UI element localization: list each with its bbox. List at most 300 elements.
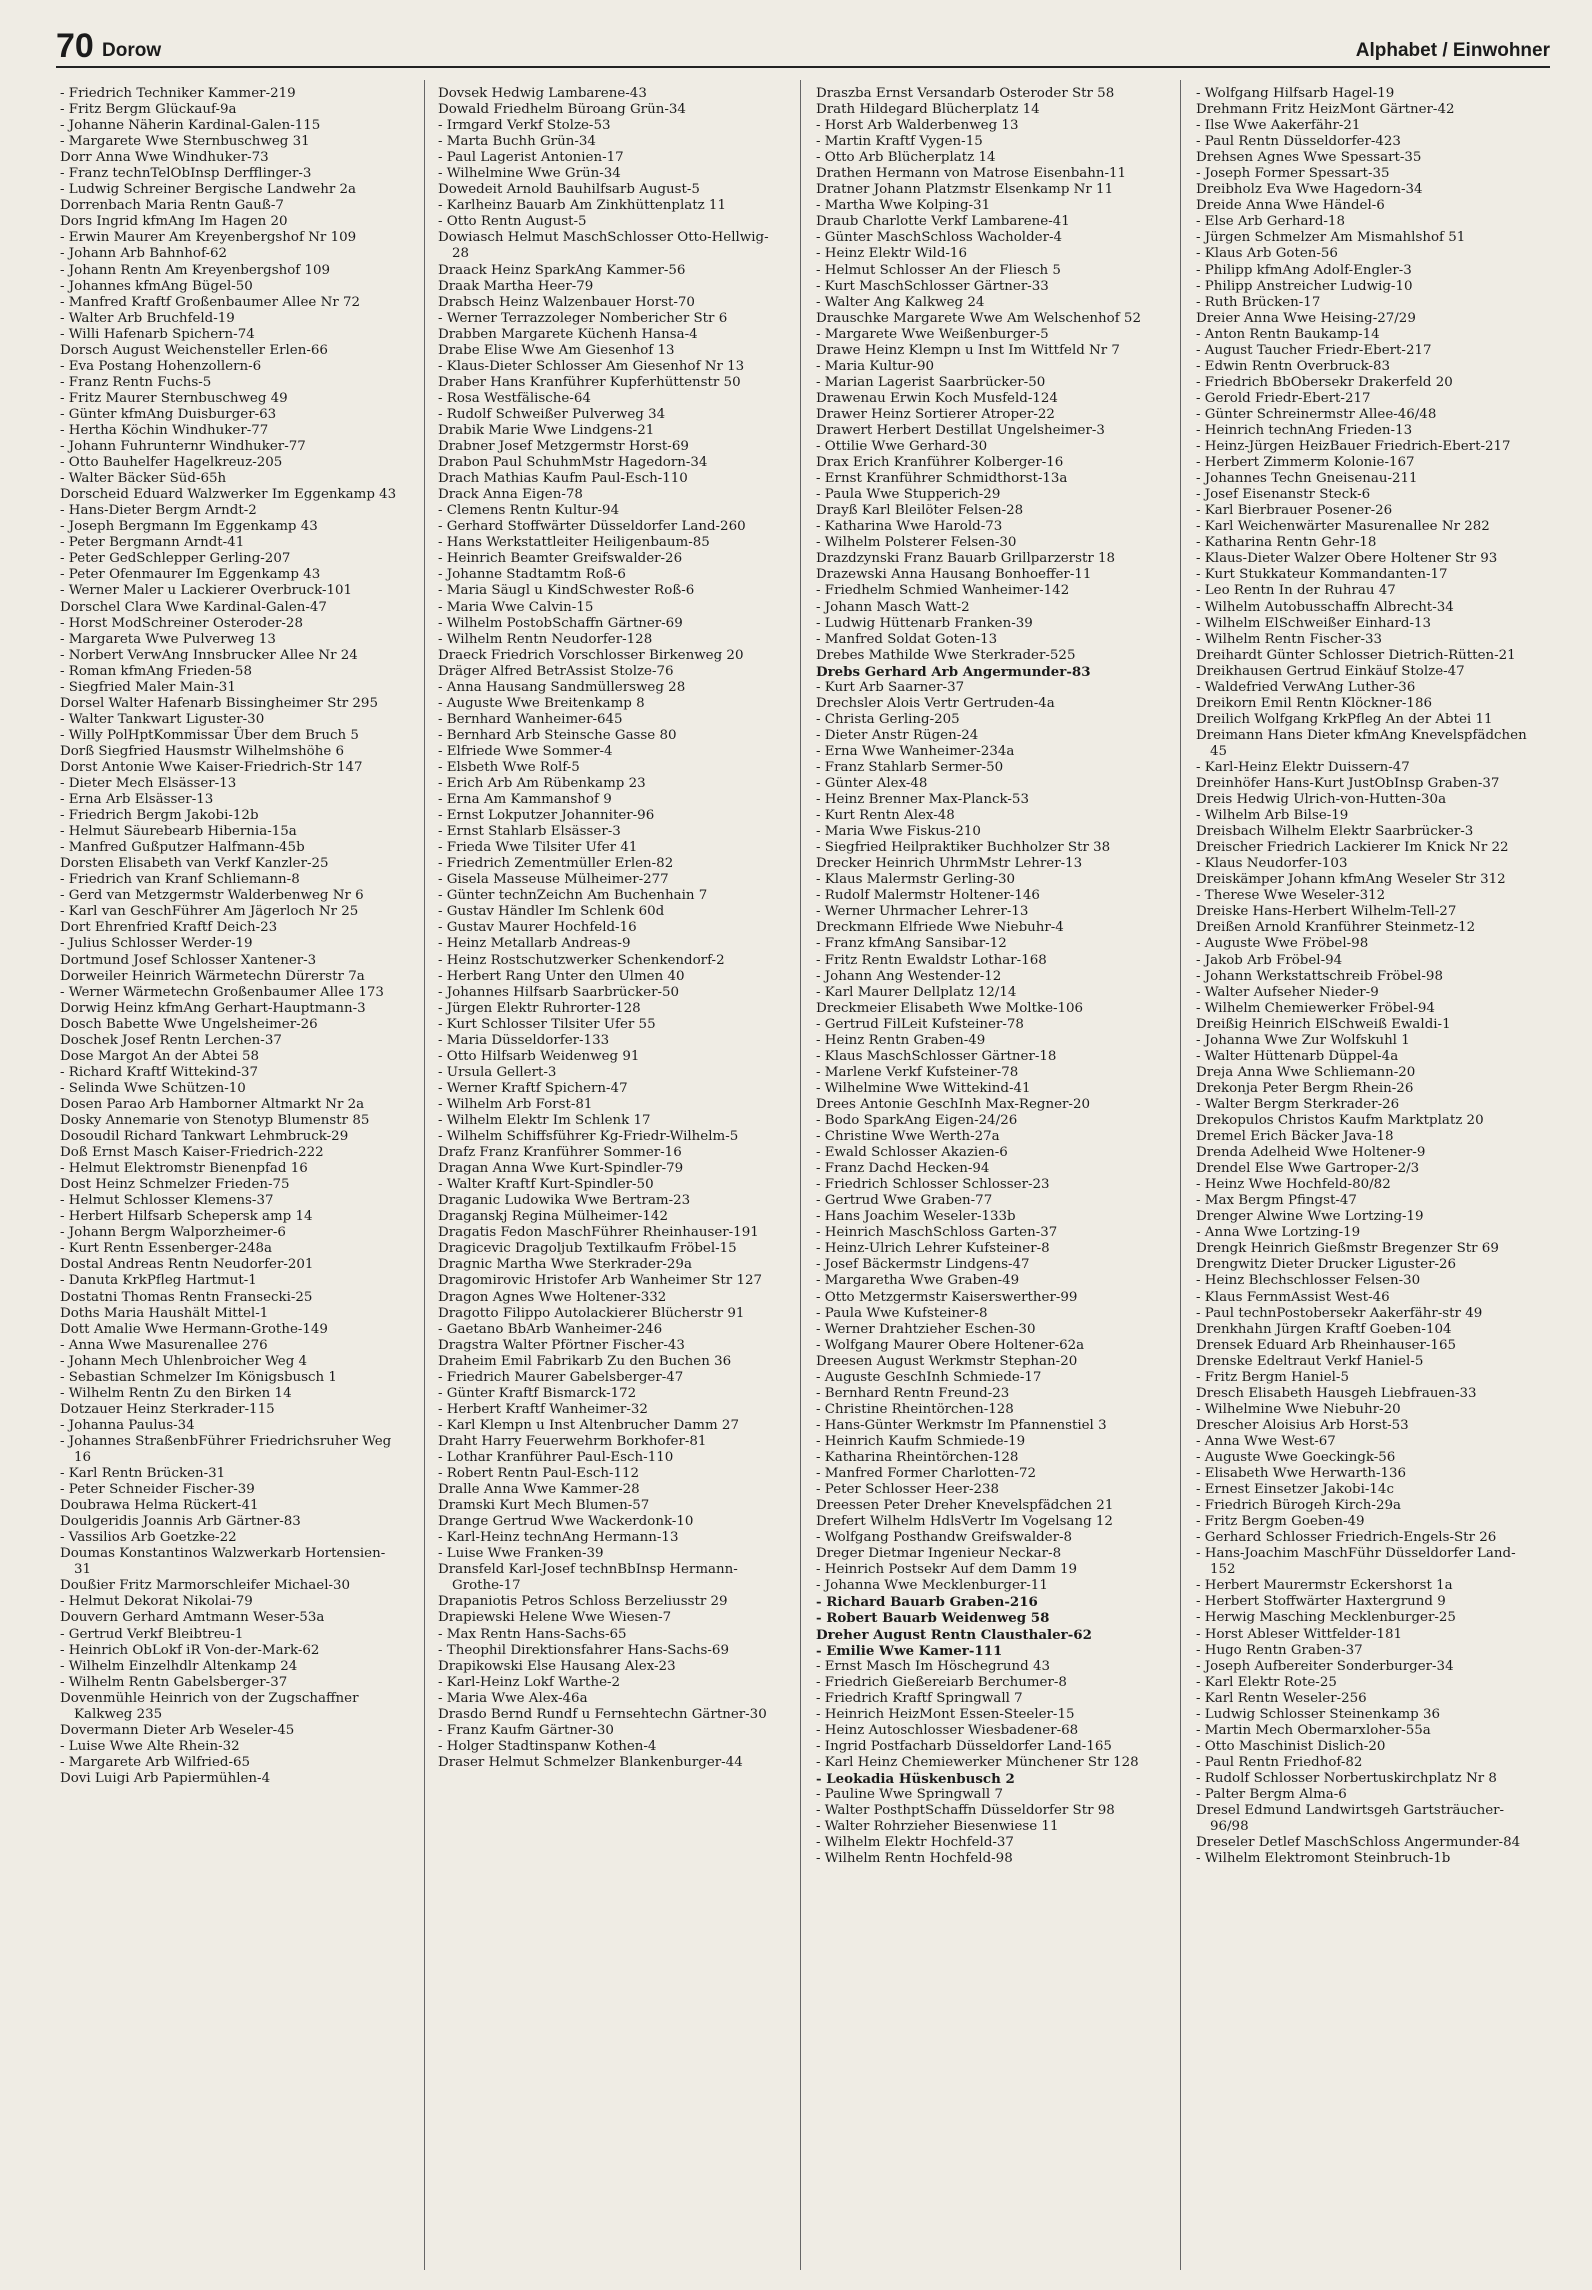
- directory-entry: Doußier Fritz Marmorschleifer Michael-30: [60, 1578, 351, 1594]
- directory-entry: Draak Martha Heer-79: [438, 278, 594, 294]
- directory-entry: - Anna Hausang Sandmüllersweg 28: [438, 679, 686, 695]
- directory-entry: - Robert Bauarb Weidenweg 58: [816, 1610, 1050, 1627]
- directory-entry: - Heinrich Postsekr Auf dem Damm 19: [816, 1562, 1078, 1578]
- directory-entry: - Gerhard Schlosser Friedrich-Engels-Str 26: [1196, 1530, 1497, 1546]
- directory-entry: - Kurt Schlosser Tilsiter Ufer 55: [438, 1016, 656, 1032]
- directory-entry: - Anna Wwe West-67: [1196, 1433, 1336, 1449]
- directory-entry: - Walter Rohrzieher Biesenwiese 11: [816, 1819, 1059, 1835]
- directory-entry: - Werner Wärmetechn Großenbaumer Allee 173: [60, 984, 384, 1000]
- directory-entry: - Peter GedSchlepper Gerling-207: [60, 551, 291, 567]
- directory-entry: Dreinhöfer Hans-Kurt JustObInsp Graben-37: [1196, 776, 1500, 792]
- directory-entry: Draganic Ludowika Wwe Bertram-23: [438, 1193, 691, 1209]
- directory-entry: Dotzauer Heinz Sterkrader-115: [60, 1401, 275, 1417]
- directory-entry: - Heinz Rentn Graben-49: [816, 1032, 986, 1048]
- directory-entry: - Werner Uhrmacher Lehrer-13: [816, 904, 1029, 920]
- directory-entry: - Heinz Metallarb Andreas-9: [438, 936, 631, 952]
- directory-entry: - Franz Stahlarb Sermer-50: [816, 759, 1004, 775]
- directory-entry: - Hans-Günter Werkmstr Im Pfannenstiel 3: [816, 1417, 1107, 1433]
- directory-entry: - Gerhard Stoffwärter Düsseldorfer Land-260: [438, 519, 746, 535]
- directory-entry: Drenger Alwine Wwe Lortzing-19: [1196, 1209, 1424, 1225]
- directory-entry: - Wilhelm Polsterer Felsen-30: [816, 535, 1017, 551]
- directory-entry: - Herbert Kraftf Wanheimer-32: [438, 1401, 648, 1417]
- directory-entry: Dragstra Walter Pförtner Fischer-43: [438, 1337, 685, 1353]
- directory-entry: Drensek Eduard Arb Rheinhauser-165: [1196, 1337, 1456, 1353]
- directory-entry: - Gerold Friedr-Ebert-217: [1196, 390, 1371, 406]
- directory-entry: - Ludwig Hüttenarb Franken-39: [816, 615, 1033, 631]
- directory-entry: Drasdo Bernd Rundf u Fernsehtechn Gärtner-30: [438, 1706, 767, 1722]
- directory-entry: - Johanna Wwe Zur Wolfskuhl 1: [1196, 1032, 1410, 1048]
- directory-entry: - Gisela Masseuse Mülheimer-277: [438, 872, 669, 888]
- directory-entry: - Karl Rentn Weseler-256: [1196, 1690, 1367, 1706]
- directory-entry: Dorr Anna Wwe Windhuker-73: [60, 150, 269, 166]
- directory-entry: - Maria Kultur-90: [816, 358, 934, 374]
- directory-entry: - Franz Kaufm Gärtner-30: [438, 1722, 614, 1738]
- directory-entry: Drauschke Margarete Wwe Am Welschenhof 52: [816, 310, 1141, 326]
- directory-entry: Drehmann Fritz HeizMont Gärtner-42: [1196, 102, 1455, 118]
- directory-entry: - Klaus Malermstr Gerling-30: [816, 872, 1016, 888]
- directory-entry: - Ruth Brücken-17: [1196, 294, 1321, 310]
- directory-entry: - Maria Wwe Alex-46a: [438, 1690, 588, 1706]
- directory-entry: - Josef Bäckermstr Lindgens-47: [816, 1257, 1030, 1273]
- directory-entry: - Karl Heinz Chemiewerker Münchener Str 128: [816, 1754, 1139, 1770]
- directory-entry: - Ilse Wwe Aakerfähr-21: [1196, 118, 1361, 134]
- directory-entry: - Anna Wwe Lortzing-19: [1196, 1225, 1361, 1241]
- directory-entry: - Klaus-Dieter Walzer Obere Holtener Str 93: [1196, 551, 1498, 567]
- directory-entry: Dose Margot An der Abtei 58: [60, 1048, 260, 1064]
- directory-entry: Draszba Ernst Versandarb Osteroder Str 58: [816, 86, 1115, 101]
- column-divider: [800, 80, 801, 2270]
- directory-entry: - Herbert Stoffwärter Haxtergrund 9: [1196, 1594, 1446, 1610]
- directory-entry: - Johannes Hilfsarb Saarbrücker-50: [438, 984, 680, 1000]
- directory-entry: - Walter Bergm Sterkrader-26: [1196, 1096, 1400, 1112]
- directory-entry: Dorsch August Weichensteller Erlen-66: [60, 342, 328, 358]
- directory-entry: - Wilhelm Elektr Im Schlenk 17: [438, 1113, 651, 1128]
- directory-entry: Drenkhahn Jürgen Kraftf Goeben-104: [1196, 1321, 1452, 1337]
- directory-entry: - Kurt Rentn Alex-48: [816, 808, 955, 824]
- directory-entry: Drafz Franz Kranführer Sommer-16: [438, 1145, 682, 1161]
- directory-entry: - Friedrich Maurer Gabelsberger-47: [438, 1369, 684, 1385]
- directory-entry: - Ewald Schlosser Akazien-6: [816, 1145, 1008, 1161]
- directory-entry: - Helmut Schlosser Klemens-37: [60, 1193, 274, 1209]
- directory-entry: - Maria Düsseldorfer-133: [438, 1032, 610, 1048]
- directory-entry: Drabben Margarete Küchenh Hansa-4: [438, 326, 698, 342]
- directory-entry: - Leokadia Hüskenbusch 2: [816, 1770, 1015, 1787]
- directory-entry: - Wilhelm Elektromont Steinbruch-1b: [1196, 1851, 1451, 1867]
- directory-entry: - Margarete Wwe Sternbuschweg 31: [60, 134, 310, 150]
- directory-entry: - Martin Kraftf Vygen-15: [816, 134, 983, 150]
- directory-entry: - Friedrich Schlosser Schlosser-23: [816, 1177, 1050, 1193]
- directory-entry: Dreide Anna Wwe Händel-6: [1196, 198, 1385, 214]
- directory-entry: - Heinrich Beamter Greifswalder-26: [438, 551, 683, 567]
- directory-entry: - Johann Bergm Walporzheimer-6: [60, 1225, 286, 1241]
- directory-entry: - Walter Tankwart Liguster-30: [60, 711, 265, 727]
- directory-entry: Draser Helmut Schmelzer Blankenburger-44: [438, 1754, 743, 1770]
- directory-entry: - Horst Arb Walderbenweg 13: [816, 118, 1019, 134]
- directory-entry: - Hans Werkstattleiter Heiligenbaum-85: [438, 535, 710, 551]
- directory-entry: - Otto Bauhelfer Hagelkreuz-205: [60, 455, 283, 471]
- directory-entry: - Fritz Bergm Goeben-49: [1196, 1514, 1365, 1530]
- directory-entry: - Werner Kraftf Spichern-47: [438, 1080, 628, 1096]
- directory-entry: - Vassilios Arb Goetzke-22: [60, 1530, 237, 1546]
- directory-entry: - Werner Drahtzieher Eschen-30: [816, 1321, 1036, 1337]
- directory-entry: - Kurt MaschSchlosser Gärtner-33: [816, 278, 1049, 294]
- directory-entry: Dosen Parao Arb Hamborner Altmarkt Nr 2a: [60, 1096, 365, 1112]
- directory-entry: - Maria Wwe Calvin-15: [438, 599, 594, 615]
- directory-entry: - Julius Schlosser Werder-19: [60, 936, 253, 952]
- directory-entry: - Wilhelm Rentn Gabelsberger-37: [60, 1674, 288, 1690]
- directory-entry: - Ursula Gellert-3: [438, 1064, 557, 1080]
- directory-entry: Drazewski Anna Hausang Bonhoeffer-11: [816, 567, 1092, 583]
- directory-entry: Doumas Konstantinos Walzwerkarb Hortensien-31: [60, 1546, 386, 1578]
- directory-entry: - Günter MaschSchloss Wacholder-4: [816, 230, 1063, 246]
- directory-entry: - Palter Bergm Alma-6: [1196, 1786, 1347, 1802]
- page-number: 70: [56, 27, 94, 65]
- directory-entry: - Paul Rentn Düsseldorfer-423: [1196, 134, 1401, 150]
- directory-entry: Drange Gertrud Wwe Wackerdonk-10: [438, 1514, 694, 1530]
- directory-entry: - Werner Maler u Lackierer Overbruck-101: [60, 583, 353, 599]
- directory-entry: - Hans-Joachim MaschFühr Düsseldorfer Land-152: [1196, 1546, 1516, 1578]
- directory-entry: - Ottilie Wwe Gerhard-30: [816, 439, 988, 455]
- directory-entry: Drekopulos Christos Kaufm Marktplatz 20: [1196, 1113, 1484, 1128]
- column-2: [438, 86, 778, 2266]
- directory-entry: - Lothar Kranführer Paul-Esch-110: [438, 1449, 674, 1465]
- directory-entry: - Jürgen Schmelzer Am Mismahlshof 51: [1196, 230, 1466, 246]
- directory-entry: Dovermann Dieter Arb Weseler-45: [60, 1722, 295, 1738]
- directory-entry: - Dieter Anstr Rügen-24: [816, 727, 979, 743]
- directory-entry: Dremel Erich Bäcker Java-18: [1196, 1129, 1394, 1145]
- directory-entry: Dreimann Hans Dieter kfmAng Knevelspfädchen 45: [1196, 727, 1527, 759]
- directory-entry: - Fritz Bergm Haniel-5: [1196, 1369, 1349, 1385]
- directory-entry: - Hugo Rentn Graben-37: [1196, 1642, 1363, 1658]
- directory-entry: - Gertrud FilLeit Kufsteiner-78: [816, 1016, 1024, 1032]
- directory-entry: Draht Harry Feuerwehrm Borkhofer-81: [438, 1433, 707, 1449]
- directory-entry: - Gustav Maurer Hochfeld-16: [438, 920, 637, 936]
- directory-entry: - Marlene Verkf Kufsteiner-78: [816, 1064, 1019, 1080]
- directory-entry: - Theophil Direktionsfahrer Hans-Sachs-69: [438, 1642, 729, 1658]
- directory-entry: Drefert Wilhelm HdlsVertr Im Vogelsang 12: [816, 1514, 1113, 1530]
- directory-entry: - Wolfgang Hilfsarb Hagel-19: [1196, 86, 1395, 101]
- directory-entry: Dostal Andreas Rentn Neudorfer-201: [60, 1257, 314, 1273]
- directory-entry: - Luise Wwe Alte Rhein-32: [60, 1738, 240, 1754]
- directory-entry: - Gustav Händler Im Schlenk 60d: [438, 904, 665, 920]
- directory-entry: - Helmut Säurebearb Hibernia-15a: [60, 824, 297, 840]
- directory-entry: - Selinda Wwe Schützen-10: [60, 1080, 246, 1096]
- directory-entry: - Otto Metzgermstr Kaiserswerther-99: [816, 1289, 1078, 1305]
- directory-entry: - Bernhard Wanheimer-645: [438, 711, 623, 727]
- directory-entry: - Auguste Wwe Fröbel-98: [1196, 936, 1369, 952]
- directory-entry: Draack Heinz SparkAng Kammer-56: [438, 262, 686, 278]
- directory-entry: Dreckmann Elfriede Wwe Niebuhr-4: [816, 920, 1064, 936]
- directory-entry: Drath Hildegard Blücherplatz 14: [816, 102, 1040, 118]
- directory-entry: - Joseph Bergmann Im Eggenkamp 43: [60, 519, 318, 535]
- directory-entry: - Wilhelmine Wwe Niebuhr-20: [1196, 1401, 1401, 1417]
- directory-entry: - Werner Terrazzoleger Nombericher Str 6: [438, 310, 728, 326]
- directory-entry: Dreihardt Günter Schlosser Dietrich-Rütten-21: [1196, 647, 1516, 663]
- directory-entry: - Heinrich HeizMont Essen-Steeler-15: [816, 1706, 1075, 1722]
- directory-entry: Dreessen Peter Dreher Knevelspfädchen 21: [816, 1498, 1114, 1514]
- directory-entry: Dreis Hedwig Ulrich-von-Hutten-30a: [1196, 792, 1447, 808]
- directory-entry: - Heinz Wwe Hochfeld-80/82: [1196, 1177, 1391, 1193]
- directory-entry: - Gerd van Metzgermstr Walderbenweg Nr 6: [60, 888, 364, 904]
- directory-entry: - Walter PosthptSchaffn Düsseldorfer Str 98: [816, 1803, 1115, 1819]
- directory-entry: - Heinrich Kaufm Schmiede-19: [816, 1433, 1026, 1449]
- directory-entry: - Margarete Arb Wilfried-65: [60, 1754, 251, 1770]
- directory-entry: - Johann Werkstattschreib Fröbel-98: [1196, 968, 1443, 984]
- directory-entry: - Heinz-Jürgen HeizBauer Friedrich-Ebert-217: [1196, 439, 1511, 455]
- directory-entry: - Philipp kfmAng Adolf-Engler-3: [1196, 262, 1412, 278]
- directory-entry: - Wilhelm Schiffsführer Kg-Friedr-Wilhelm-5: [438, 1129, 739, 1145]
- directory-entry: Drenda Adelheid Wwe Holtener-9: [1196, 1145, 1426, 1161]
- directory-entry: - Maria Wwe Fiskus-210: [816, 824, 981, 840]
- directory-entry: Dost Heinz Schmelzer Frieden-75: [60, 1177, 290, 1193]
- directory-entry: - Walter Bäcker Süd-65h: [60, 471, 227, 487]
- directory-entry: - Franz Rentn Fuchs-5: [60, 374, 212, 390]
- directory-entry: Dreißig Heinrich ElSchweiß Ewaldi-1: [1196, 1016, 1451, 1032]
- directory-entry: Dott Amalie Wwe Hermann-Grothe-149: [60, 1321, 328, 1337]
- directory-entry: - Walter Aufseher Nieder-9: [1196, 984, 1379, 1000]
- directory-entry: - Horst ModSchreiner Osteroder-28: [60, 615, 303, 631]
- directory-entry: - Walter Hüttenarb Düppel-4a: [1196, 1048, 1399, 1064]
- directory-entry: Dosch Babette Wwe Ungelsheimer-26: [60, 1016, 318, 1032]
- directory-entry: Dort Ehrenfried Kraftf Deich-23: [60, 920, 278, 936]
- directory-entry: - Holger Stadtinspanw Kothen-4: [438, 1738, 657, 1754]
- directory-entry: - Erna Arb Elsässer-13: [60, 792, 214, 808]
- directory-entry: - Robert Rentn Paul-Esch-112: [438, 1466, 640, 1482]
- directory-entry: - Margareta Wwe Pulverweg 13: [60, 631, 276, 647]
- directory-entry: Dreja Anna Wwe Schliemann-20: [1196, 1064, 1416, 1080]
- directory-entry: - Pauline Wwe Springwall 7: [816, 1786, 1003, 1802]
- directory-entry: Dors Ingrid kfmAng Im Hagen 20: [60, 214, 288, 230]
- directory-entry: - Heinrich MaschSchloss Garten-37: [816, 1225, 1058, 1241]
- directory-entry: - Bernhard Arb Steinsche Gasse 80: [438, 727, 677, 743]
- directory-entry: - Klaus Neudorfer-103: [1196, 856, 1348, 872]
- directory-entry: - Helmut Schlosser An der Fliesch 5: [816, 262, 1061, 278]
- directory-entry: Dratner Johann Platzmstr Elsenkamp Nr 11: [816, 182, 1114, 198]
- directory-entry: - Richard Bauarb Graben-216: [816, 1594, 1038, 1611]
- directory-entry: Dorsten Elisabeth van Verkf Kanzler-25: [60, 856, 329, 872]
- directory-entry: Drechsler Alois Vertr Gertruden-4a: [816, 695, 1055, 711]
- directory-entry: Dragnic Martha Wwe Sterkrader-29a: [438, 1257, 692, 1273]
- directory-entry: - Karl Elektr Rote-25: [1196, 1674, 1337, 1690]
- directory-entry: Drecker Heinrich UhrmMstr Lehrer-13: [816, 856, 1083, 872]
- directory-entry: Dresel Edmund Landwirtsgeh Gartsträucher-96/98: [1196, 1803, 1505, 1835]
- directory-entry: Drach Mathias Kaufm Paul-Esch-110: [438, 471, 688, 487]
- directory-entry: - Friedrich Bürogeh Kirch-29a: [1196, 1498, 1401, 1514]
- directory-entry: - Roman kfmAng Frieden-58: [60, 663, 252, 679]
- directory-entry: - Helmut Elektromstr Bienenpfad 16: [60, 1161, 308, 1177]
- directory-entry: Draub Charlotte Verkf Lambarene-41: [816, 214, 1070, 230]
- directory-entry: - Katharina Rentn Gehr-18: [1196, 535, 1377, 551]
- directory-entry: Drathen Hermann von Matrose Eisenbahn-11: [816, 166, 1127, 182]
- directory-entry: - Danuta KrkPfleg Hartmut-1: [60, 1273, 257, 1289]
- directory-entry: - Kurt Stukkateur Kommandanten-17: [1196, 567, 1448, 583]
- directory-entry: - Karl-Heinz technAng Hermann-13: [438, 1530, 679, 1546]
- directory-entry: Drapikowski Else Hausang Alex-23: [438, 1658, 676, 1674]
- directory-entry: - Anna Wwe Masurenallee 276: [60, 1337, 268, 1353]
- directory-entry: Doschek Josef Rentn Lerchen-37: [60, 1032, 282, 1048]
- directory-entry: - Wolfgang Maurer Obere Holtener-62a: [816, 1337, 1085, 1353]
- directory-entry: - Herwig Masching Mecklenburger-25: [1196, 1610, 1456, 1626]
- directory-entry: - Ingrid Postfacharb Düsseldorfer Land-165: [816, 1738, 1112, 1754]
- directory-entry: - Heinz Elektr Wild-16: [816, 246, 967, 262]
- directory-entry: Drees Antonie GeschInh Max-Regner-20: [816, 1096, 1090, 1112]
- directory-entry: - Günter technZeichn Am Buchenhain 7: [438, 888, 708, 904]
- directory-entry: - Max Bergm Pfingst-47: [1196, 1193, 1357, 1209]
- directory-entry: Drengwitz Dieter Drucker Liguster-26: [1196, 1257, 1457, 1273]
- directory-entry: - Johannes kfmAng Bügel-50: [60, 278, 253, 294]
- directory-entry: - Marian Lagerist Saarbrücker-50: [816, 374, 1046, 390]
- directory-entry: Drawer Heinz Sortierer Atroper-22: [816, 406, 1055, 422]
- directory-entry: - Ludwig Schlosser Steinenkamp 36: [1196, 1706, 1441, 1722]
- directory-entry: Dorß Siegfried Hausmstr Wilhelmshöhe 6: [60, 743, 345, 759]
- directory-entry: - Wilhelm Autobusschaffn Albrecht-34: [1196, 599, 1454, 615]
- directory-entry: - Elisabeth Wwe Herwarth-136: [1196, 1466, 1407, 1482]
- directory-entry: Dragon Agnes Wwe Holtener-332: [438, 1289, 667, 1305]
- directory-entry: Dreesen August Werkmstr Stephan-20: [816, 1353, 1078, 1369]
- directory-entry: Dowald Friedhelm Büroang Grün-34: [438, 102, 686, 118]
- directory-entry: Dragotto Filippo Autolackierer Blücherstr 91: [438, 1305, 745, 1321]
- directory-entry: - Christa Gerling-205: [816, 711, 960, 727]
- directory-entry: - Jürgen Elektr Ruhrorter-128: [438, 1000, 641, 1016]
- directory-entry: Drabe Elise Wwe Am Giesenhof 13: [438, 342, 675, 358]
- directory-entry: Dovenmühle Heinrich von der Zugschaffner Kalkweg 235: [60, 1690, 359, 1722]
- directory-entry: - Manfred Kraftf Großenbaumer Allee Nr 72: [60, 294, 361, 310]
- directory-entry: - Hans Joachim Weseler-133b: [816, 1209, 1016, 1225]
- directory-entry: Dramski Kurt Mech Blumen-57: [438, 1498, 650, 1514]
- directory-entry: - Horst Ableser Wittfelder-181: [1196, 1626, 1403, 1642]
- directory-entry: Drenske Edeltraut Verkf Haniel-5: [1196, 1353, 1424, 1369]
- directory-entry: - Edwin Rentn Overbruck-83: [1196, 358, 1391, 374]
- directory-entry: - Ernst Stahlarb Elsässer-3: [438, 824, 621, 840]
- directory-entry: Dresch Elisabeth Hausgeh Liebfrauen-33: [1196, 1385, 1477, 1401]
- directory-entry: - Elfriede Wwe Sommer-4: [438, 743, 613, 759]
- directory-entry: - Else Arb Gerhard-18: [1196, 214, 1345, 230]
- directory-entry: - Wilhelm Elektr Hochfeld-37: [816, 1835, 1014, 1851]
- directory-entry: Dreibholz Eva Wwe Hagedorn-34: [1196, 182, 1423, 198]
- directory-entry: - Siegfried Heilpraktiker Buchholzer Str 38: [816, 840, 1111, 856]
- directory-entry: - Jakob Arb Fröbel-94: [1196, 952, 1343, 968]
- directory-entry: Dragan Anna Wwe Kurt-Spindler-79: [438, 1161, 684, 1177]
- directory-entry: Draheim Emil Fabrikarb Zu den Buchen 36: [438, 1353, 732, 1369]
- directory-entry: Dragicevic Dragoljub Textilkaufm Fröbel-15: [438, 1241, 737, 1257]
- directory-entry: - Johanna Wwe Mecklenburger-11: [816, 1578, 1048, 1594]
- directory-entry: - Günter Schreinermstr Allee-46/48: [1196, 406, 1437, 422]
- directory-entry: - Willi Hafenarb Spichern-74: [60, 326, 255, 342]
- directory-entry: Drawert Herbert Destillat Ungelsheimer-3: [816, 422, 1105, 438]
- directory-entry: - Rosa Westfälische-64: [438, 390, 591, 406]
- directory-entry: - Gaetano BbArb Wanheimer-246: [438, 1321, 663, 1337]
- directory-entry: - Johann Fuhrunternr Windhuker-77: [60, 439, 306, 455]
- directory-entry: - Philipp Anstreicher Ludwig-10: [1196, 278, 1413, 294]
- directory-entry: Dorscheid Eduard Walzwerker Im Eggenkamp 43: [60, 487, 397, 503]
- directory-entry: - Bodo SparkAng Eigen-24/26: [816, 1113, 1018, 1128]
- directory-entry: - Wilhelm Arb Bilse-19: [1196, 808, 1349, 824]
- directory-entry: Dostatni Thomas Rentn Fransecki-25: [60, 1289, 313, 1305]
- directory-entry: - Auguste Wwe Breitenkamp 8: [438, 695, 645, 711]
- directory-entry: Drabon Paul SchuhmMstr Hagedorn-34: [438, 455, 708, 471]
- section-title: Alphabet / Einwohner: [1355, 40, 1550, 61]
- directory-entry: - Kurt Arb Saarner-37: [816, 679, 965, 695]
- directory-entry: - Wilhelm Rentn Fischer-33: [1196, 631, 1383, 647]
- directory-entry: - Günter Alex-48: [816, 776, 928, 792]
- directory-entry: Drapaniotis Petros Schloss Berzeliusstr 29: [438, 1594, 728, 1610]
- directory-entry: - Eva Postang Hohenzollern-6: [60, 358, 262, 374]
- directory-entry: Dreiske Hans-Herbert Wilhelm-Tell-27: [1196, 904, 1457, 920]
- directory-entry: - Peter Bergmann Arndt-41: [60, 535, 245, 551]
- directory-entry: Dreiskämper Johann kfmAng Weseler Str 312: [1196, 872, 1506, 888]
- directory-entry: - Ludwig Schreiner Bergische Landwehr 2a: [60, 182, 356, 198]
- directory-entry: Dortmund Josef Schlosser Xantener-3: [60, 952, 317, 968]
- directory-entry: - Joseph Former Spessart-35: [1196, 166, 1390, 182]
- directory-entry: Drabik Marie Wwe Lindgens-21: [438, 422, 655, 438]
- directory-entry: - Heinz Rostschutzwerker Schenkendorf-2: [438, 952, 725, 968]
- directory-entry: - Karl Maurer Dellplatz 12/14: [816, 984, 1017, 1000]
- directory-entry: - Karl van GeschFührer Am Jägerloch Nr 25: [60, 904, 359, 920]
- directory-entry: - Klaus-Dieter Schlosser Am Giesenhof Nr 13: [438, 358, 745, 374]
- directory-entry: - August Taucher Friedr-Ebert-217: [1196, 342, 1432, 358]
- directory-entry: - Heinz Brenner Max-Planck-53: [816, 792, 1029, 808]
- directory-entry: - Paul Rentn Friedhof-82: [1196, 1754, 1363, 1770]
- directory-entry: - Frieda Wwe Tilsiter Ufer 41: [438, 840, 638, 856]
- directory-entry: Drendel Else Wwe Gartroper-2/3: [1196, 1161, 1420, 1177]
- directory-entry: Drengk Heinrich Gießmstr Bregenzer Str 69: [1196, 1241, 1499, 1257]
- directory-entry: - Johannes StraßenbFührer Friedrichsruher Weg 16: [60, 1433, 392, 1465]
- directory-entry: - Karl Weichenwärter Masurenallee Nr 282: [1196, 519, 1490, 535]
- directory-entry: Dorschel Clara Wwe Kardinal-Galen-47: [60, 599, 327, 615]
- directory-entry: - Wilhelm Einzelhdlr Altenkamp 24: [60, 1658, 298, 1674]
- directory-entry: - Helmut Dekorat Nikolai-79: [60, 1594, 253, 1610]
- directory-entry: - Rudolf Schweißer Pulverweg 34: [438, 406, 666, 422]
- directory-entry: Drawenau Erwin Koch Musfeld-124: [816, 390, 1058, 406]
- directory-entry: - Friedrich Bergm Jakobi-12b: [60, 808, 259, 824]
- directory-entry: - Herbert Rang Unter den Ulmen 40: [438, 968, 685, 984]
- directory-entry: - Wilhelm Chemiewerker Fröbel-94: [1196, 1000, 1435, 1016]
- directory-entry: - Gertrud Wwe Graben-77: [816, 1193, 993, 1209]
- directory-entry: - Margarete Wwe Weißenburger-5: [816, 326, 1049, 342]
- directory-entry: Dragatis Fedon MaschFührer Rheinhauser-191: [438, 1225, 759, 1241]
- directory-entry: - Franz technTelObInsp Derfflinger-3: [60, 166, 312, 182]
- directory-entry: - Irmgard Verkf Stolze-53: [438, 118, 611, 134]
- directory-entry: Draganskj Regina Mülheimer-142: [438, 1209, 668, 1225]
- directory-entry: Drapiewski Helene Wwe Wiesen-7: [438, 1610, 672, 1626]
- directory-entry: Drabner Josef Metzgermstr Horst-69: [438, 439, 689, 455]
- directory-entry: - Margaretha Wwe Graben-49: [816, 1273, 1020, 1289]
- directory-entry: - Peter Schneider Fischer-39: [60, 1482, 255, 1498]
- directory-entry: Doß Ernst Masch Kaiser-Friedrich-222: [60, 1145, 324, 1161]
- directory-entry: Dorsel Walter Hafenarb Bissingheimer Str 295: [60, 695, 378, 711]
- directory-entry: - Fritz Rentn Ewaldstr Lothar-168: [816, 952, 1047, 968]
- directory-entry: - Herbert Hilfsarb Schepersk amp 14: [60, 1209, 313, 1225]
- directory-entry: - Dieter Mech Elsässer-13: [60, 776, 237, 792]
- directory-entry: Dreckmeier Elisabeth Wwe Moltke-106: [816, 1000, 1084, 1016]
- directory-entry: - Klaus MaschSchlosser Gärtner-18: [816, 1048, 1057, 1064]
- directory-entry: - Paul Lagerist Antonien-17: [438, 150, 624, 166]
- directory-entry: Doths Maria Haushält Mittel-1: [60, 1305, 269, 1321]
- running-head-name: Dorow: [102, 40, 162, 61]
- header-rule: [56, 66, 1550, 68]
- directory-entry: - Wilhelm PostobSchaffn Gärtner-69: [438, 615, 683, 631]
- directory-entry: Drack Anna Eigen-78: [438, 487, 583, 503]
- column-divider: [424, 80, 425, 2270]
- directory-entry: Dreher August Rentn Clausthaler-62: [816, 1626, 1092, 1643]
- directory-entry: - Wilhelm ElSchweißer Einhard-13: [1196, 615, 1432, 631]
- directory-entry: Drayß Karl Bleilöter Felsen-28: [816, 503, 1024, 519]
- directory-entry: - Johann Masch Watt-2: [816, 599, 970, 615]
- directory-entry: - Otto Hilfsarb Weidenweg 91: [438, 1048, 640, 1064]
- directory-entry: Drekonja Peter Bergm Rhein-26: [1196, 1080, 1414, 1096]
- directory-entry: - Johannes Techn Gneisenau-211: [1196, 471, 1418, 487]
- directory-entry: Dreißen Arnold Kranführer Steinmetz-12: [1196, 920, 1476, 936]
